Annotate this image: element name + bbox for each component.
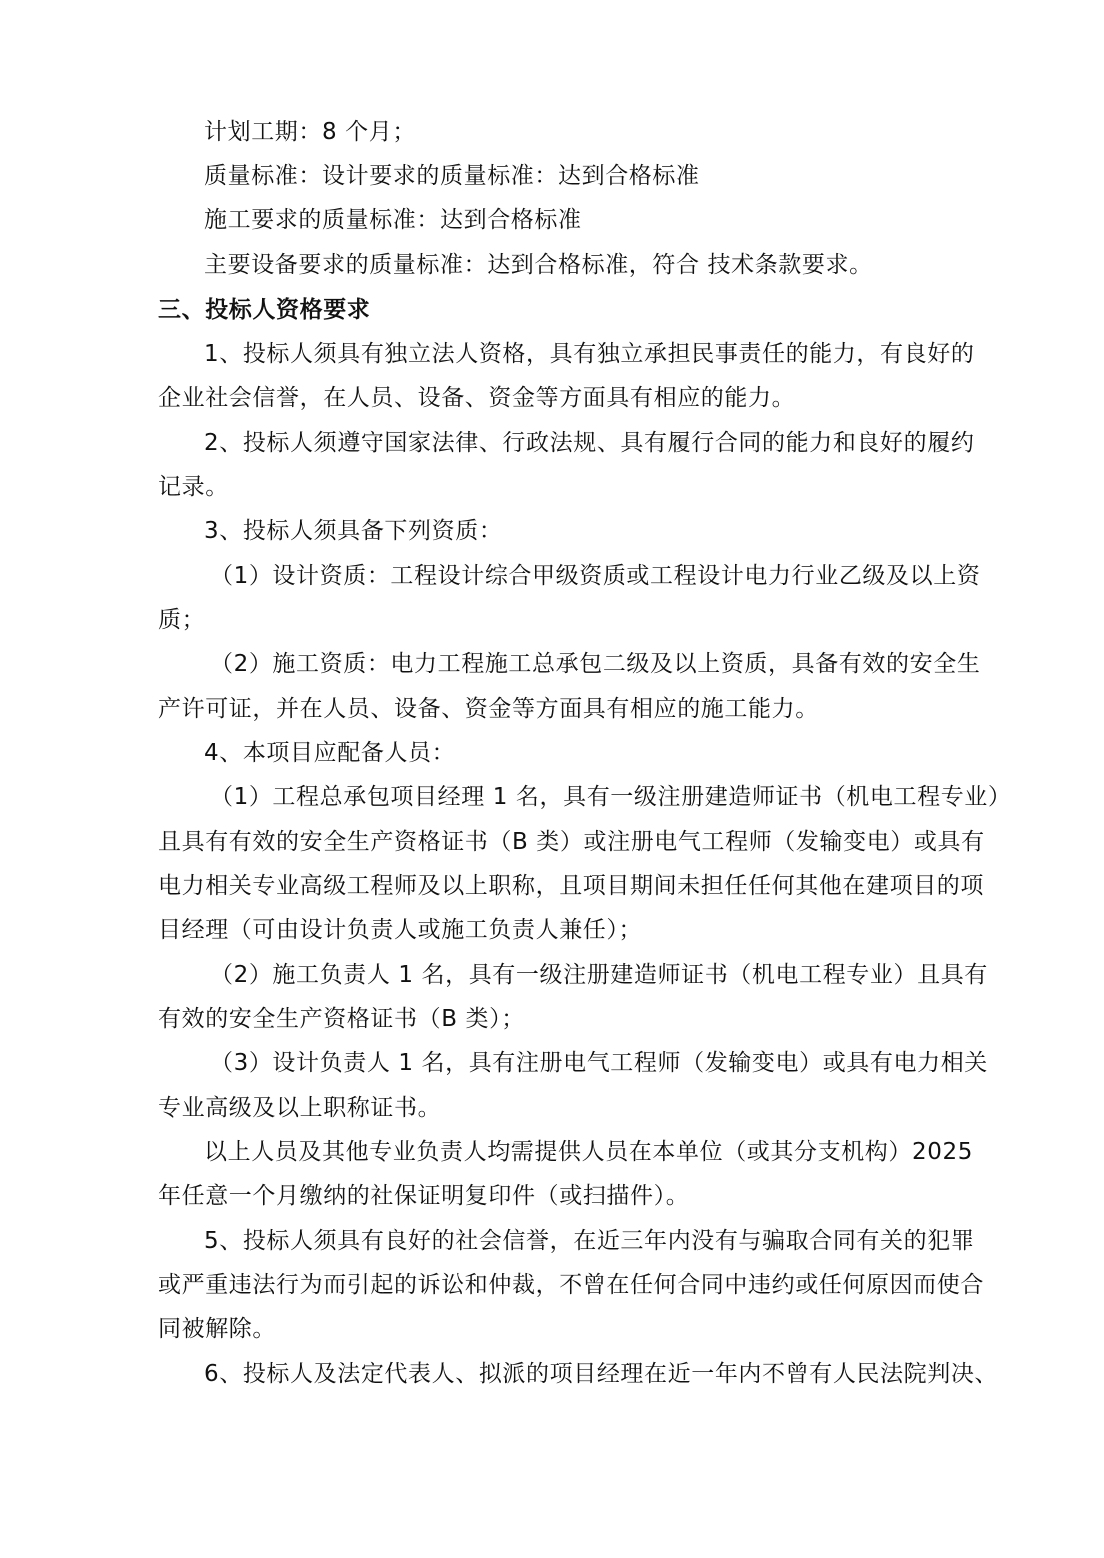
text-line-quality-construction: 施工要求的质量标准：达到合格标准 xyxy=(204,207,582,233)
text-line: 4、本项目应配备人员： xyxy=(204,740,456,766)
text-line: （3）设计负责人 1 名，具有注册电气工程师（发输变电）或具有电力相关 xyxy=(210,1050,988,1076)
text-line: 电力相关专业高级工程师及以上职称，且项目期间未担任任何其他在建项目的项 xyxy=(158,873,984,899)
text-line: （1）设计资质：工程设计综合甲级资质或工程设计电力行业乙级及以上资 xyxy=(210,563,981,589)
text-line: 企业社会信誉，在人员、设备、资金等方面具有相应的能力。 xyxy=(158,385,796,411)
text-line: 3、投标人须具备下列资质： xyxy=(204,518,503,544)
text-line: 年任意一个月缴纳的社保证明复印件（或扫描件）。 xyxy=(158,1183,690,1209)
text-line: 以上人员及其他专业负责人均需提供人员在本单位（或其分支机构）2025 xyxy=(204,1139,973,1165)
text-line: 目经理（可由设计负责人或施工负责人兼任）； xyxy=(158,917,643,943)
text-line: （1）工程总承包项目经理 1 名，具有一级注册建造师证书（机电工程专业） xyxy=(210,784,1012,810)
text-line: 或严重违法行为而引起的诉讼和仲裁，不曾在任何合同中违约或任何原因而使合 xyxy=(158,1272,984,1298)
text-line: 同被解除。 xyxy=(158,1316,276,1342)
text-line-quality-equipment: 主要设备要求的质量标准：达到合格标准，符合 技术条款要求。 xyxy=(204,252,873,278)
text-line: （2）施工负责人 1 名，具有一级注册建造师证书（机电工程专业）且具有 xyxy=(210,962,988,988)
text-line: 6、投标人及法定代表人、拟派的项目经理在近一年内不曾有人民法院判决、 xyxy=(204,1361,999,1387)
text-line: 5、投标人须具有良好的社会信誉，在近三年内没有与骗取合同有关的犯罪 xyxy=(204,1228,975,1254)
text-line: 质； xyxy=(158,607,206,633)
text-line: 1、投标人须具有独立法人资格，具有独立承担民事责任的能力，有良好的 xyxy=(204,341,975,367)
section-heading-qualification: 三、投标人资格要求 xyxy=(158,297,371,323)
text-line: 有效的安全生产资格证书（B 类）； xyxy=(158,1006,525,1032)
text-line: 专业高级及以上职称证书。 xyxy=(158,1095,442,1121)
text-line-schedule: 计划工期：8 个月； xyxy=(204,119,416,145)
text-line: （2）施工资质：电力工程施工总承包二级及以上资质，具备有效的安全生 xyxy=(210,651,981,677)
text-line: 且具有有效的安全生产资格证书（B 类）或注册电气工程师（发输变电）或具有 xyxy=(158,829,985,855)
text-line: 产许可证，并在人员、设备、资金等方面具有相应的施工能力。 xyxy=(158,696,819,722)
text-line: 2、投标人须遵守国家法律、行政法规、具有履行合同的能力和良好的履约 xyxy=(204,430,975,456)
text-line: 记录。 xyxy=(158,474,229,500)
text-line-quality-design: 质量标准：设计要求的质量标准：达到合格标准 xyxy=(204,163,700,189)
